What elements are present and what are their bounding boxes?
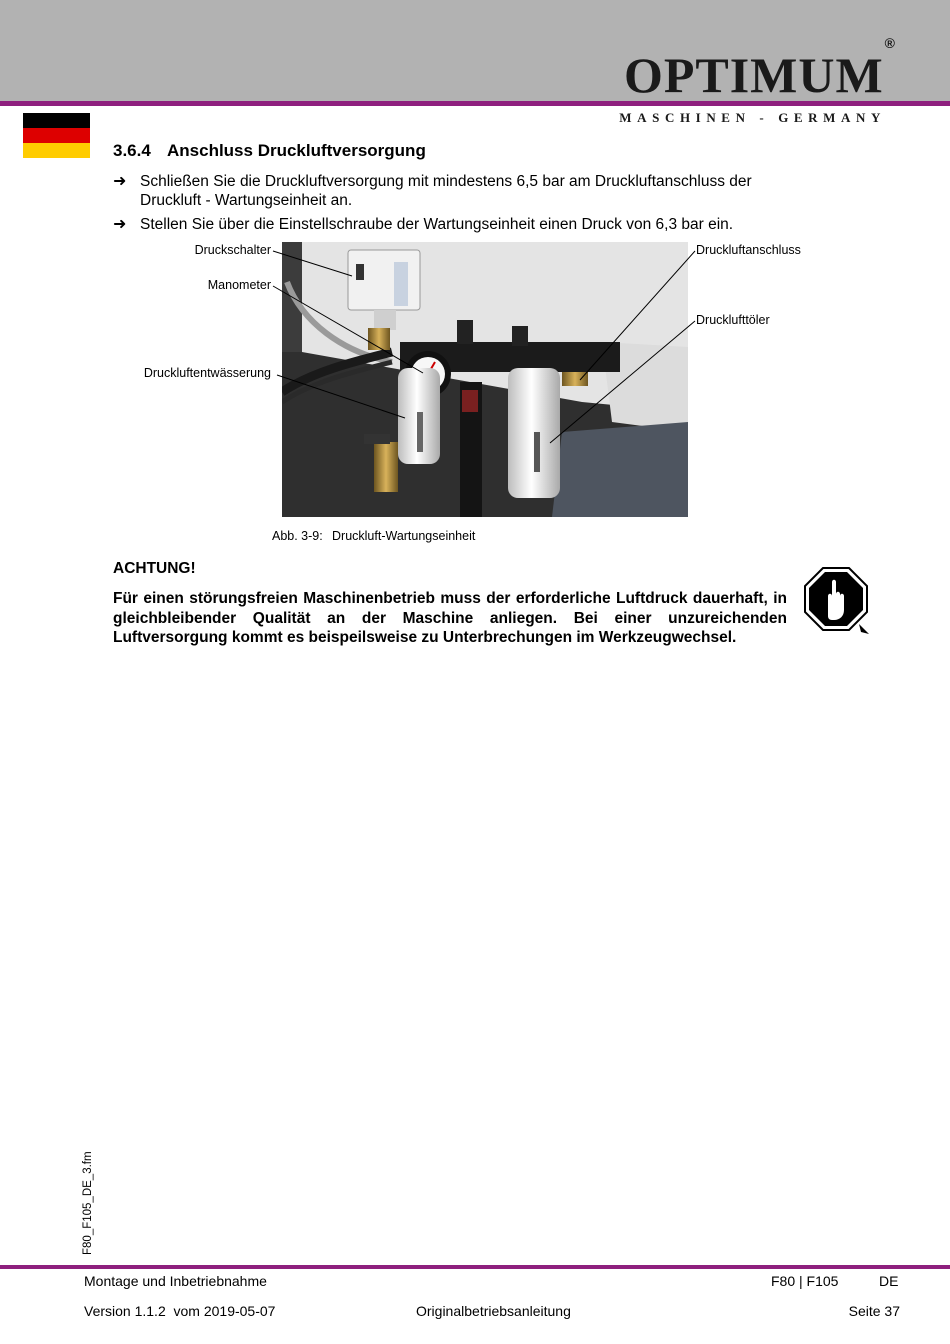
maintenance-unit-photo <box>282 242 688 517</box>
section-number: 3.6.4 <box>113 141 151 160</box>
registered-mark: ® <box>884 35 896 52</box>
brand-name: OPTIMUM <box>623 47 884 103</box>
figure-number: Abb. 3-9: <box>272 529 323 543</box>
label-druckluftoeler: Drucklufttöler <box>696 313 770 327</box>
footer-chapter: Montage und Inbetriebnahme <box>84 1273 267 1289</box>
stop-hand-icon <box>801 566 871 636</box>
footer-version: Version 1.1.2 vom 2019-05-07 <box>84 1303 276 1319</box>
label-druckluftentwaesserung: Druckluftentwässerung <box>143 366 271 380</box>
arrow-right-icon: ➜ <box>113 216 127 233</box>
footer-doc-type: Originalbetriebsanleitung <box>416 1303 571 1319</box>
footer-rule <box>0 1265 950 1269</box>
step-text: Stellen Sie über die Einstellschraube der Wartungseinheit einen Druck von 6,3 bar ein. <box>140 216 734 233</box>
brand-tagline: MASCHINEN - GERMANY <box>619 110 886 125</box>
label-druckschalter: Druckschalter <box>194 243 271 257</box>
section-heading <box>113 141 426 161</box>
flag-stripe-black <box>23 113 90 128</box>
footer-language: DE <box>879 1273 899 1289</box>
brand-logo <box>623 35 896 103</box>
step-text: Schließen Sie die Druckluftversorgung mit mindestens 6,5 bar am Druckluftanschluss der Druckluft - Wartungseinheit an. <box>140 173 752 209</box>
step-item <box>113 215 793 234</box>
label-druckluftanschluss: Druckluftanschluss <box>696 243 801 257</box>
flag-stripe-gold <box>23 143 90 158</box>
footer-page-number: Seite 37 <box>848 1303 900 1319</box>
label-manometer: Manometer <box>207 278 271 292</box>
warning-text: Für einen störungsfreien Maschinenbetrieb muss der erforderliche Luftdruck dauerhaft, in gleichbleibender Qualität an der Maschine anliegen. Bei einer unzureichenden Luftversorgung kommt es beispeilsweise zu Unterbrechungen im Werkzeugwechsel. <box>113 590 787 646</box>
figure-caption <box>272 529 475 543</box>
section-title: Anschluss Druckluftversorgung <box>167 141 426 160</box>
figure-caption-text: Druckluft-Wartungseinheit <box>332 529 476 543</box>
german-flag-icon <box>23 113 90 158</box>
arrow-right-icon: ➜ <box>113 173 127 190</box>
warning-heading: ACHTUNG! <box>113 560 196 577</box>
footer-model: F80 | F105 <box>771 1273 839 1289</box>
flag-stripe-red <box>23 128 90 143</box>
source-filename: F80_F105_DE_3.fm <box>82 1151 94 1255</box>
step-item <box>113 172 793 210</box>
